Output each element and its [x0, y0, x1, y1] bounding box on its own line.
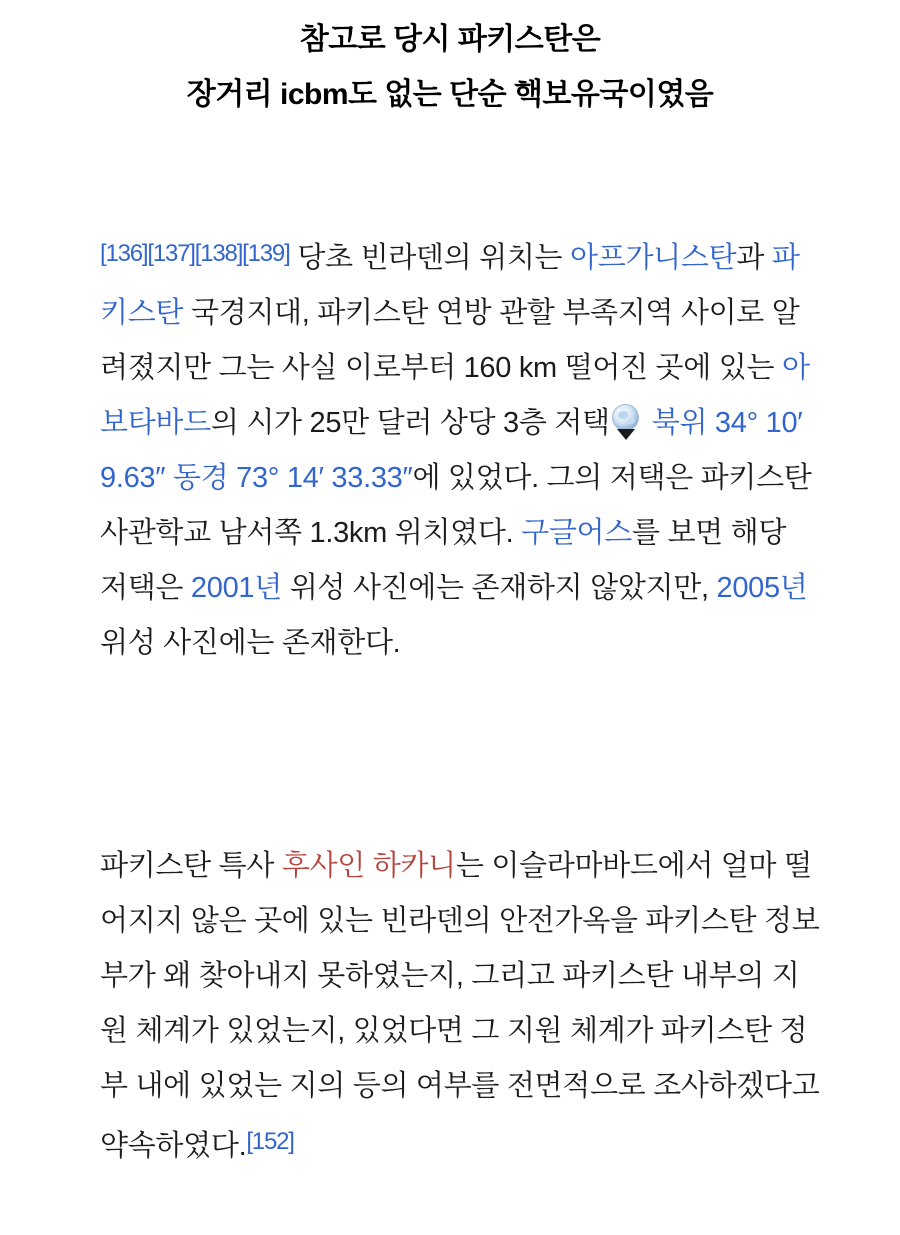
wiki-link[interactable]: 2005년	[716, 572, 808, 604]
reference-link[interactable]: [136]	[100, 240, 148, 267]
caption-line-1: 참고로 당시 파키스탄은	[299, 23, 601, 56]
wiki-link[interactable]: 구글어스	[521, 517, 632, 549]
wiki-redlink[interactable]: 후사인 하카니	[281, 850, 456, 882]
globe-coordinates-icon[interactable]	[612, 404, 642, 440]
wiki-link[interactable]: 파키스탄	[100, 242, 800, 329]
reference-link[interactable]: [138]	[194, 240, 243, 267]
paragraph-text-run: 위성 사진에는 존재하지 않았지만,	[281, 572, 717, 604]
globe-icon	[612, 404, 639, 431]
paragraph-haqqani	[100, 839, 820, 1174]
paragraph-location	[100, 226, 820, 671]
reference-link[interactable]: [137]	[147, 240, 195, 267]
caption-line-2: 장거리 icbm도 없는 단순 핵보유국이였음	[186, 78, 714, 111]
reference-link[interactable]: [152]	[246, 1128, 294, 1155]
paragraph-text-run: 파키스탄 특사	[100, 850, 282, 882]
paragraph-text-run: 를 보면 해당 저택은	[100, 517, 787, 604]
paragraph-text-run: 위성 사진에는 존재한다.	[100, 627, 401, 659]
wiki-link[interactable]: 아프가니스탄	[570, 242, 737, 274]
caption-block	[0, 0, 900, 122]
paragraph-text-run: 의 시가 25만 달러 상당 3층 저택	[210, 407, 610, 439]
article-body	[100, 226, 820, 1174]
paragraph-text-run: 과	[736, 242, 772, 274]
paragraph-text-run: 에 있었다. 그의 저택은 파키스탄 사관학교 남서쪽 1.3km 위치였다.	[100, 462, 812, 549]
dropdown-caret-icon	[617, 429, 635, 440]
wiki-link[interactable]: 2001년	[190, 572, 282, 604]
reference-link[interactable]: [139]	[242, 240, 290, 267]
paragraph-text-run: 는 이슬라마바드에서 얼마 떨어지지 않은 곳에 있는 빈라덴의 안전가옥을 파키스탄 정보부가 왜 찾아내지 못하였는지, 그리고 파키스탄 내부의 지원 체계가 있었는지, 있었다면 그 지원 체계가 파키스탄 정부 내에 있었는 지의 등의 여부를 전면적으로 조사하겠다고 약속하였다.	[100, 850, 820, 1162]
paragraph-text-run: 당초 빈라덴의 위치는	[289, 242, 571, 274]
wiki-link[interactable]: 북위 34° 10′ 9.63″ 동경 73° 14′ 33.33″	[100, 407, 803, 494]
wiki-link[interactable]: 아보타바드	[100, 352, 810, 439]
paragraph-text-run: 국경지대, 파키스탄 연방 관할 부족지역 사이로 알려졌지만 그는 사실 이로부터 160 km 떨어진 곳에 있는	[100, 297, 800, 384]
